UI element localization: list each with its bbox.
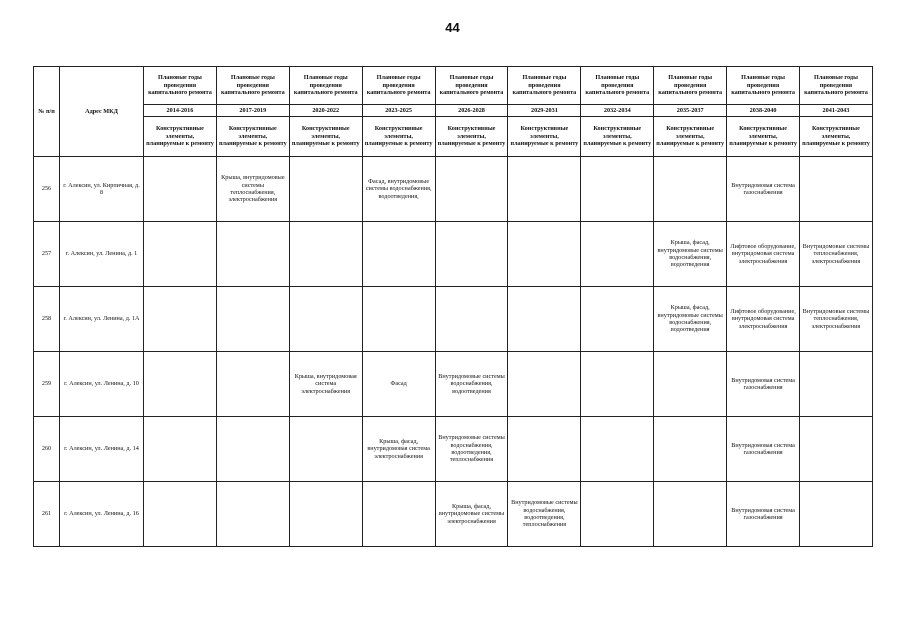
table-cell: [508, 287, 581, 352]
row-address: г. Алексин, ул. Ленина, д. 1: [60, 222, 144, 287]
header-elements-label: Конструктивные элементы, планируемые к ремонту: [216, 117, 289, 157]
table-cell: [144, 352, 217, 417]
table-cell: [581, 417, 654, 482]
table-cell: [362, 222, 435, 287]
header-period: 2014-2016: [144, 105, 217, 117]
header-elements-label: Конструктивные элементы, планируемые к ремонту: [654, 117, 727, 157]
table-cell: [289, 417, 362, 482]
header-years-label: Плановые годы проведения капитального ремонта: [508, 67, 581, 105]
table-cell: [144, 157, 217, 222]
table-cell: Крыша, внутридомовые системы теплоснабжения, электроснабжения: [216, 157, 289, 222]
table-cell: Фасад: [362, 352, 435, 417]
row-number: 258: [34, 287, 60, 352]
table-cell: [435, 222, 508, 287]
table-cell: [216, 352, 289, 417]
header-period: 2038-2040: [727, 105, 800, 117]
table-cell: Крыша, фасад, внутридомовые системы водоснабжения, водоотведения: [654, 287, 727, 352]
table-cell: Крыша, внутридомовая система электроснабжения: [289, 352, 362, 417]
header-years-label: Плановые годы проведения капитального ремонта: [289, 67, 362, 105]
row-address: г. Алексин, ул. Кирпичная, д. 8: [60, 157, 144, 222]
row-number: 260: [34, 417, 60, 482]
table-cell: Внутридомовая система газоснабжения: [727, 157, 800, 222]
header-elements-label: Конструктивные элементы, планируемые к ремонту: [435, 117, 508, 157]
table-cell: Лифтовое оборудование, внутридомовая система электроснабжения: [727, 287, 800, 352]
table-row: [34, 157, 873, 222]
header-period: 2035-2037: [654, 105, 727, 117]
table-cell: Внутридомовая система газоснабжения: [727, 482, 800, 547]
table-cell: Крыша, фасад, внутридомовая система электроснабжения: [362, 417, 435, 482]
table-cell: Внутридомовая система газоснабжения: [727, 352, 800, 417]
header-period: 2029-2031: [508, 105, 581, 117]
table-cell: [289, 287, 362, 352]
header-row-elements: [34, 117, 873, 157]
table-cell: Внутридомовые системы водоснабжения, водоотведения: [435, 352, 508, 417]
header-address: Адрес МКД: [60, 67, 144, 157]
table-cell: [362, 287, 435, 352]
table-cell: Крыша, фасад, внутридомовые системы электроснабжения: [435, 482, 508, 547]
header-years-label: Плановые годы проведения капитального ремонта: [435, 67, 508, 105]
table-cell: Внутридомовые системы водоснабжения, водоотведения, теплоснабжения: [508, 482, 581, 547]
table-cell: Крыша, фасад, внутридомовые системы водоснабжения, водоотведения: [654, 222, 727, 287]
table-row: [34, 482, 873, 547]
table-cell: [216, 417, 289, 482]
table-cell: [289, 222, 362, 287]
header-years-label: Плановые годы проведения капитального ремонта: [727, 67, 800, 105]
header-years-label: Плановые годы проведения капитального ремонта: [216, 67, 289, 105]
row-number: 259: [34, 352, 60, 417]
table-cell: [435, 287, 508, 352]
table-cell: Внутридомовая система газоснабжения: [727, 417, 800, 482]
table-row: [34, 417, 873, 482]
row-address: г. Алексин, ул. Ленина, д. 16: [60, 482, 144, 547]
header-row-periods: [34, 105, 873, 117]
table-cell: [508, 157, 581, 222]
table-cell: [216, 222, 289, 287]
table-cell: [289, 157, 362, 222]
table-cell: [289, 482, 362, 547]
header-period: 2017-2019: [216, 105, 289, 117]
row-address: г. Алексин, ул. Ленина, д. 1А: [60, 287, 144, 352]
table-cell: [216, 482, 289, 547]
header-years-label: Плановые годы проведения капитального ремонта: [144, 67, 217, 105]
header-years-label: Плановые годы проведения капитального ремонта: [581, 67, 654, 105]
table-cell: [654, 157, 727, 222]
table-cell: [581, 482, 654, 547]
table-cell: [581, 222, 654, 287]
row-address: г. Алексин, ул. Ленина, д. 14: [60, 417, 144, 482]
header-period: 2020-2022: [289, 105, 362, 117]
table-cell: [508, 222, 581, 287]
header-years-label: Плановые годы проведения капитального ремонта: [800, 67, 873, 105]
header-period: 2023-2025: [362, 105, 435, 117]
table-cell: [144, 222, 217, 287]
page-number: 44: [445, 20, 460, 35]
table-cell: Фасад, внутридомовые системы водоснабжения, водоотведения,: [362, 157, 435, 222]
table-cell: [581, 352, 654, 417]
table-cell: Внутридомовые системы теплоснабжения, электроснабжения: [800, 287, 873, 352]
table-row: [34, 352, 873, 417]
table-cell: [800, 482, 873, 547]
table-cell: [144, 482, 217, 547]
table-cell: [654, 482, 727, 547]
header-elements-label: Конструктивные элементы, планируемые к ремонту: [289, 117, 362, 157]
header-period: 2041-2043: [800, 105, 873, 117]
header-period: 2026-2028: [435, 105, 508, 117]
header-period: 2032-2034: [581, 105, 654, 117]
row-number: 256: [34, 157, 60, 222]
header-elements-label: Конструктивные элементы, планируемые к ремонту: [727, 117, 800, 157]
header-num: № п/п: [34, 67, 60, 157]
table-row: [34, 222, 873, 287]
header-elements-label: Конструктивные элементы, планируемые к ремонту: [508, 117, 581, 157]
table-cell: Внутридомовые системы водоснабжения, водоотведения, теплоснабжения: [435, 417, 508, 482]
row-number: 261: [34, 482, 60, 547]
header-elements-label: Конструктивные элементы, планируемые к ремонту: [144, 117, 217, 157]
table-cell: [362, 482, 435, 547]
table-cell: [581, 287, 654, 352]
table-cell: [435, 157, 508, 222]
header-years-label: Плановые годы проведения капитального ремонта: [362, 67, 435, 105]
header-years-label: Плановые годы проведения капитального ремонта: [654, 67, 727, 105]
table-cell: [800, 417, 873, 482]
table-cell: Внутридомовые системы теплоснабжения, электроснабжения: [800, 222, 873, 287]
header-elements-label: Конструктивные элементы, планируемые к ремонту: [362, 117, 435, 157]
row-address: г. Алексин, ул. Ленина, д. 10: [60, 352, 144, 417]
table-cell: [508, 417, 581, 482]
table-cell: [654, 352, 727, 417]
header-elements-label: Конструктивные элементы, планируемые к ремонту: [800, 117, 873, 157]
table-cell: [508, 352, 581, 417]
table-cell: [800, 352, 873, 417]
table-cell: Лифтовое оборудование, внутридомовая система электроснабжения: [727, 222, 800, 287]
table-row: [34, 287, 873, 352]
header-row-years: [34, 67, 873, 105]
table-cell: [216, 287, 289, 352]
capital-repair-table: [33, 66, 873, 547]
header-elements-label: Конструктивные элементы, планируемые к ремонту: [581, 117, 654, 157]
table-cell: [144, 417, 217, 482]
row-number: 257: [34, 222, 60, 287]
table-cell: [581, 157, 654, 222]
table-cell: [654, 417, 727, 482]
table-cell: [800, 157, 873, 222]
table-cell: [144, 287, 217, 352]
